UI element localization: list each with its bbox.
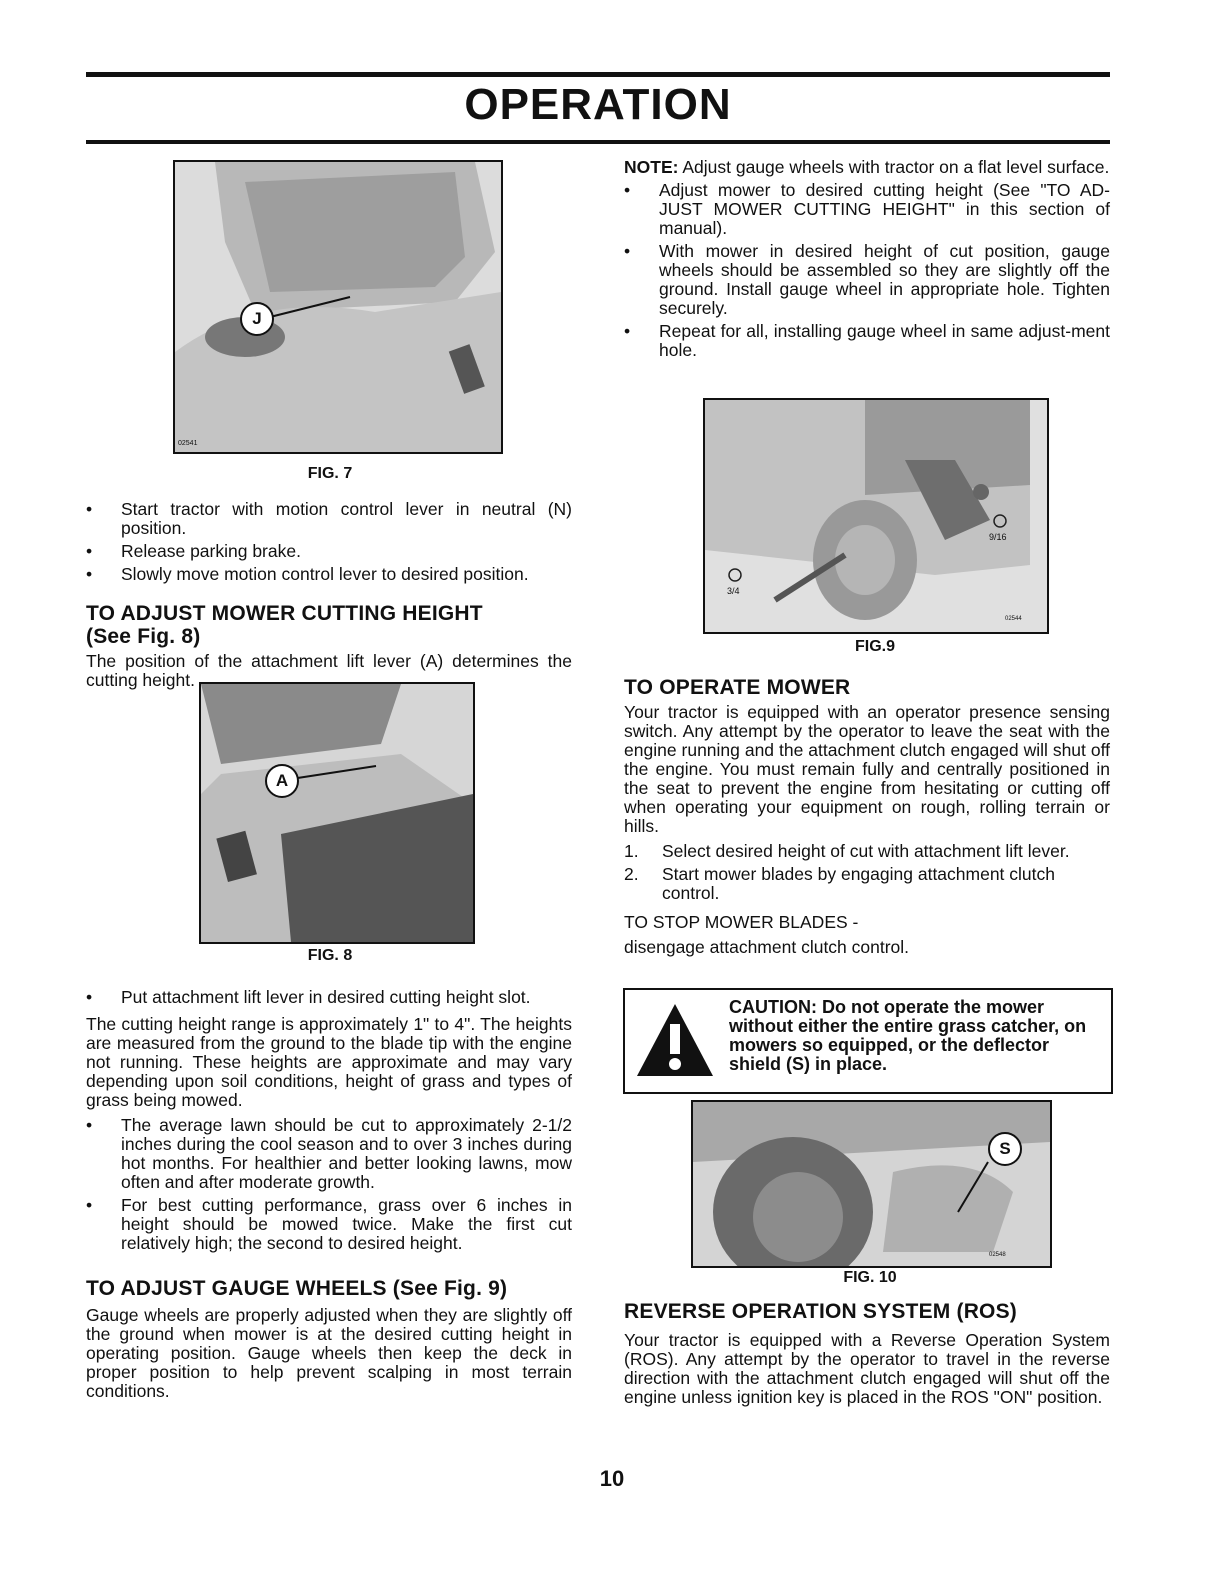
right-column-operate [624, 676, 1110, 957]
fig10-code: 02548 [989, 1252, 1006, 1258]
stop-blades-line2: disengage attachment clutch control. [624, 937, 910, 957]
fig7-illustration [175, 162, 501, 452]
adjust-cutting-subheading: (See Fig. 8) [86, 625, 201, 648]
caution-box [623, 988, 1113, 1094]
list-item: • For best cutting performance, grass over 6 inches in height should be mowed twice. Make the first cut relatively high; the second to desired height. [86, 1196, 572, 1253]
step-text: Start mower blades by engaging attachment clutch control. [662, 864, 1055, 903]
caution-text: CAUTION: Do not operate the mower without either the entire grass catcher, on mowers so equipped, or the deflector shield (S) in place. [729, 997, 1087, 1074]
note-text: Adjust gauge wheels with tractor on a flat level surface. [678, 157, 1110, 177]
fig8-image [199, 682, 475, 944]
right-column [624, 158, 1110, 364]
right-column-ros [624, 1300, 1110, 1413]
stop-blades-line1: TO STOP MOWER BLADES - [624, 912, 859, 932]
fig9-image [703, 398, 1049, 634]
list-item: • Put attachment lift lever in desired cutting height slot. [86, 988, 572, 1007]
list-item: • Adjust mower to desired cutting height (See "TO AD-JUST MOWER CUTTING HEIGHT" in this section of manual). [624, 181, 1110, 238]
gauge-wheels-paragraph: Gauge wheels are properly adjusted when they are slightly off the ground when mower is at the desired cutting height in operating position. Gauge wheels then keep the deck in proper position to help prevent scalping in most terrain conditions. [86, 1305, 572, 1401]
fig9-label-9-16: 9/16 [989, 532, 1007, 542]
step-1 [624, 842, 1110, 861]
fig8-illustration [201, 684, 473, 942]
list-item: • Release parking brake. [86, 542, 572, 561]
operate-mower-heading: TO OPERATE MOWER [624, 676, 851, 699]
fig9-code: 02544 [1005, 616, 1022, 622]
fig9-label-3-4: 3/4 [727, 586, 740, 596]
note-label: NOTE: [624, 157, 679, 177]
ros-paragraph: Your tractor is equipped with a Reverse Operation System (ROS). Any attempt by the operator to travel in the reverse direction with the attachment clutch engaged will shut off the engine unless ignition key is placed in the ROS "ON" position. [624, 1330, 1110, 1407]
left-column [86, 500, 572, 696]
adjust-cutting-intro: The position of the attachment lift lever (A) determines the cutting height. [86, 651, 572, 690]
step-2 [624, 865, 1110, 903]
page-title: OPERATION [464, 80, 732, 129]
fig10-illustration [693, 1102, 1050, 1266]
gauge-wheels-heading: TO ADJUST GAUGE WHEELS (See Fig. 9) [86, 1277, 508, 1300]
fig7-caption: FIG. 7 [307, 465, 353, 482]
operate-mower-paragraph: Your tractor is equipped with an operator presence sensing switch. Any attempt by the operator to leave the seat with the engine running and the attachment clutch engaged will shut off the engine. You must remain fully and centrally positioned in the seat to prevent the engine from hesitating or cutting off when operating your equipment on rough, rolling terrain or hills. [624, 702, 1110, 836]
fig10-callout-s: S [988, 1132, 1022, 1166]
list-item: • Start tractor with motion control lever in neutral (N) position. [86, 500, 572, 538]
header-top-rule [86, 72, 1110, 77]
fig7-image [173, 160, 503, 454]
left-column-lower [86, 988, 572, 1407]
fig9-caption: FIG.9 [854, 638, 895, 655]
fig9-illustration [705, 400, 1047, 632]
list-item: • With mower in desired height of cut position, gauge wheels should be assembled so they are slightly off the ground. Install gauge wheel in appropriate hole. Tighten securely. [624, 242, 1110, 318]
fig10-image [691, 1100, 1052, 1268]
fig7-callout-j: J [240, 302, 274, 336]
step-number: 2. [624, 864, 639, 884]
step-text: Select desired height of cut with attachment lift lever. [662, 841, 1070, 861]
ros-heading: REVERSE OPERATION SYSTEM (ROS) [624, 1300, 1017, 1323]
fig8-callout-a: A [265, 764, 299, 798]
warning-triangle-icon [635, 1000, 715, 1080]
fig8-caption: FIG. 8 [307, 947, 353, 964]
cutting-range-paragraph: The cutting height range is approximately 1" to 4". The heights are measured from the ground to the blade tip with the engine not running. These heights are approximate and may vary depending upon soil conditions, height of grass and types of grass being mowed. [86, 1014, 572, 1110]
page-number: 10 [599, 1466, 625, 1491]
fig7-code: 02541 [178, 440, 198, 447]
adjust-cutting-heading: TO ADJUST MOWER CUTTING HEIGHT [86, 602, 483, 625]
step-number: 1. [624, 841, 639, 861]
list-item: • Slowly move motion control lever to desired position. [86, 565, 572, 584]
header-bottom-rule [86, 140, 1110, 144]
note-paragraph [624, 158, 1110, 177]
fig10-caption: FIG. 10 [843, 1269, 897, 1286]
list-item: • The average lawn should be cut to approximately 2-1/2 inches during the cool season and to over 3 inches during hot months. For healthier and better looking lawns, mow often and after moderate growth. [86, 1116, 572, 1192]
list-item: • Repeat for all, installing gauge wheel in same adjust-ment hole. [624, 322, 1110, 360]
